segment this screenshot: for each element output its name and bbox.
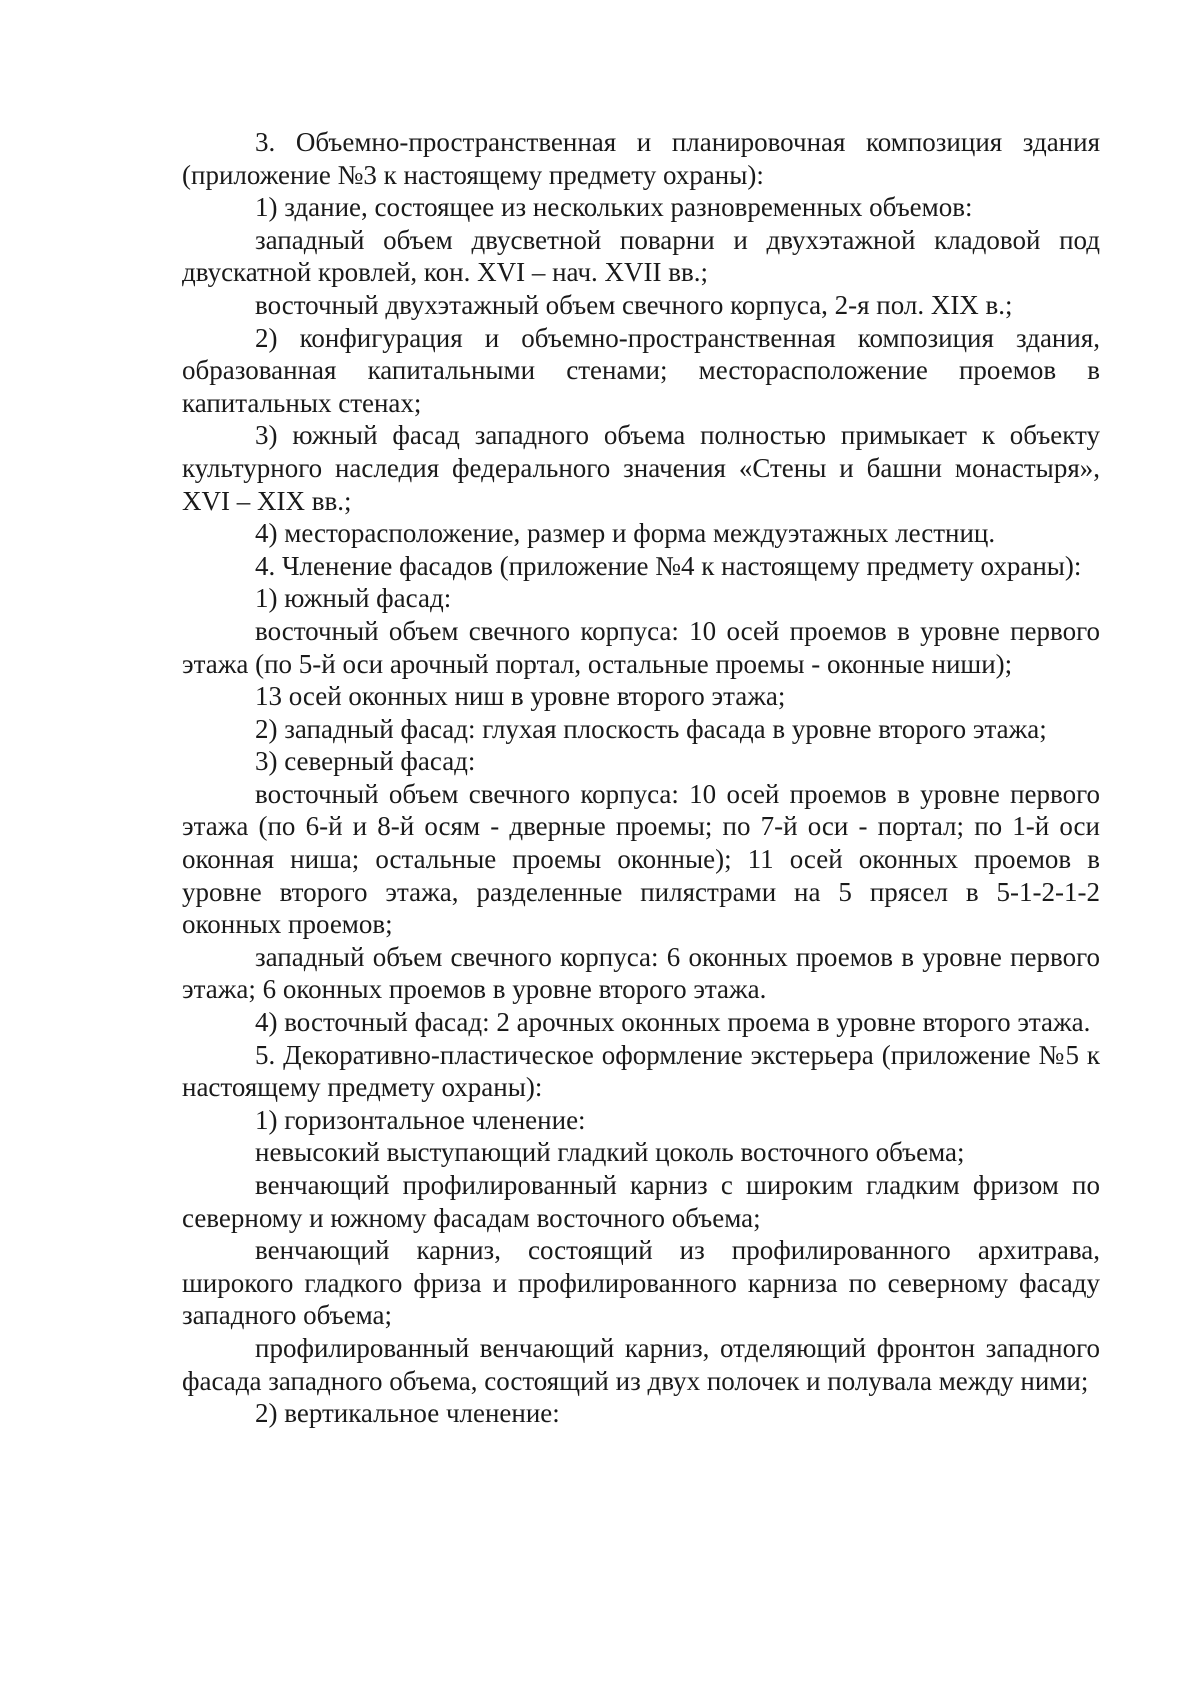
paragraph: венчающий профилированный карниз с широким гладким фризом по северному и южному фасадам восточного объема; xyxy=(182,1170,1100,1233)
paragraph: невысокий выступающий гладкий цоколь восточного объема; xyxy=(255,1137,965,1168)
list-item: 3) южный фасад западного объема полностью примыкает к объекту культурного наследия федерального значения «Стены и башни монастыря», XVI – XIX вв.; xyxy=(182,420,1100,516)
section-heading-3: 3. Объемно-пространственная и планировочная композиция здания (приложение №3 к настоящему предмету охраны): xyxy=(182,127,1100,190)
paragraph: восточный двухэтажный объем свечного корпуса, 2-я пол. XIX в.; xyxy=(255,289,1013,320)
paragraph: восточный объем свечного корпуса: 10 осей проемов в уровне первого этажа (по 6-й и 8-й осям - дверные проемы; по 7-й оси - портал; по 1-й оси оконная ниша; остальные проемы оконные); 11 осей оконных проемов в уровне второго этажа, разделенные пилястрами на 5 прясел в 5-1-2-1-2 оконных проемов; xyxy=(182,778,1100,940)
list-item: 1) горизонтальное членение: xyxy=(255,1104,586,1135)
section-heading-4: 4. Членение фасадов (приложение №4 к настоящему предмету охраны): xyxy=(255,550,1082,581)
list-item: 2) вертикальное членение: xyxy=(255,1398,560,1429)
document-body xyxy=(182,126,1100,1430)
list-item: 2) конфигурация и объемно-пространственная композиция здания, образованная капитальными стенами; месторасположение проемов в капитальных стенах; xyxy=(182,322,1100,418)
list-item: 4) восточный фасад: 2 арочных оконных проема в уровне второго этажа. xyxy=(255,1007,1091,1038)
section-heading-5: 5. Декоративно-пластическое оформление экстерьера (приложение №5 к настоящему предмету охраны): xyxy=(182,1039,1100,1103)
paragraph: западный объем свечного корпуса: 6 оконных проемов в уровне первого этажа; 6 оконных проемов в уровне второго этажа. xyxy=(182,941,1100,1005)
list-item: 3) северный фасад: xyxy=(255,746,476,777)
list-item: 4) месторасположение, размер и форма междуэтажных лестниц. xyxy=(255,518,996,549)
list-item: 1) здание, состоящее из нескольких разновременных объемов: xyxy=(255,192,973,223)
paragraph: западный объем двусветной поварни и двухэтажной кладовой под двускатной кровлей, кон. XVI – нач. XVII вв.; xyxy=(182,224,1100,288)
paragraph: 13 осей оконных ниш в уровне второго этажа; xyxy=(255,681,786,712)
list-item: 1) южный фасад: xyxy=(255,583,452,614)
list-item: 2) западный фасад: глухая плоскость фасада в уровне второго этажа; xyxy=(255,713,1047,744)
paragraph: восточный объем свечного корпуса: 10 осей проемов в уровне первого этажа (по 5-й оси арочный портал, остальные проемы - оконные ниши); xyxy=(182,615,1100,679)
paragraph: венчающий карниз, состоящий из профилированного архитрава, широкого гладкого фриза и профилированного карниза по северному фасаду западного объема; xyxy=(182,1235,1100,1331)
paragraph: профилированный венчающий карниз, отделяющий фронтон западного фасада западного объема, состоящий из двух полочек и полувала между ними; xyxy=(182,1332,1100,1396)
